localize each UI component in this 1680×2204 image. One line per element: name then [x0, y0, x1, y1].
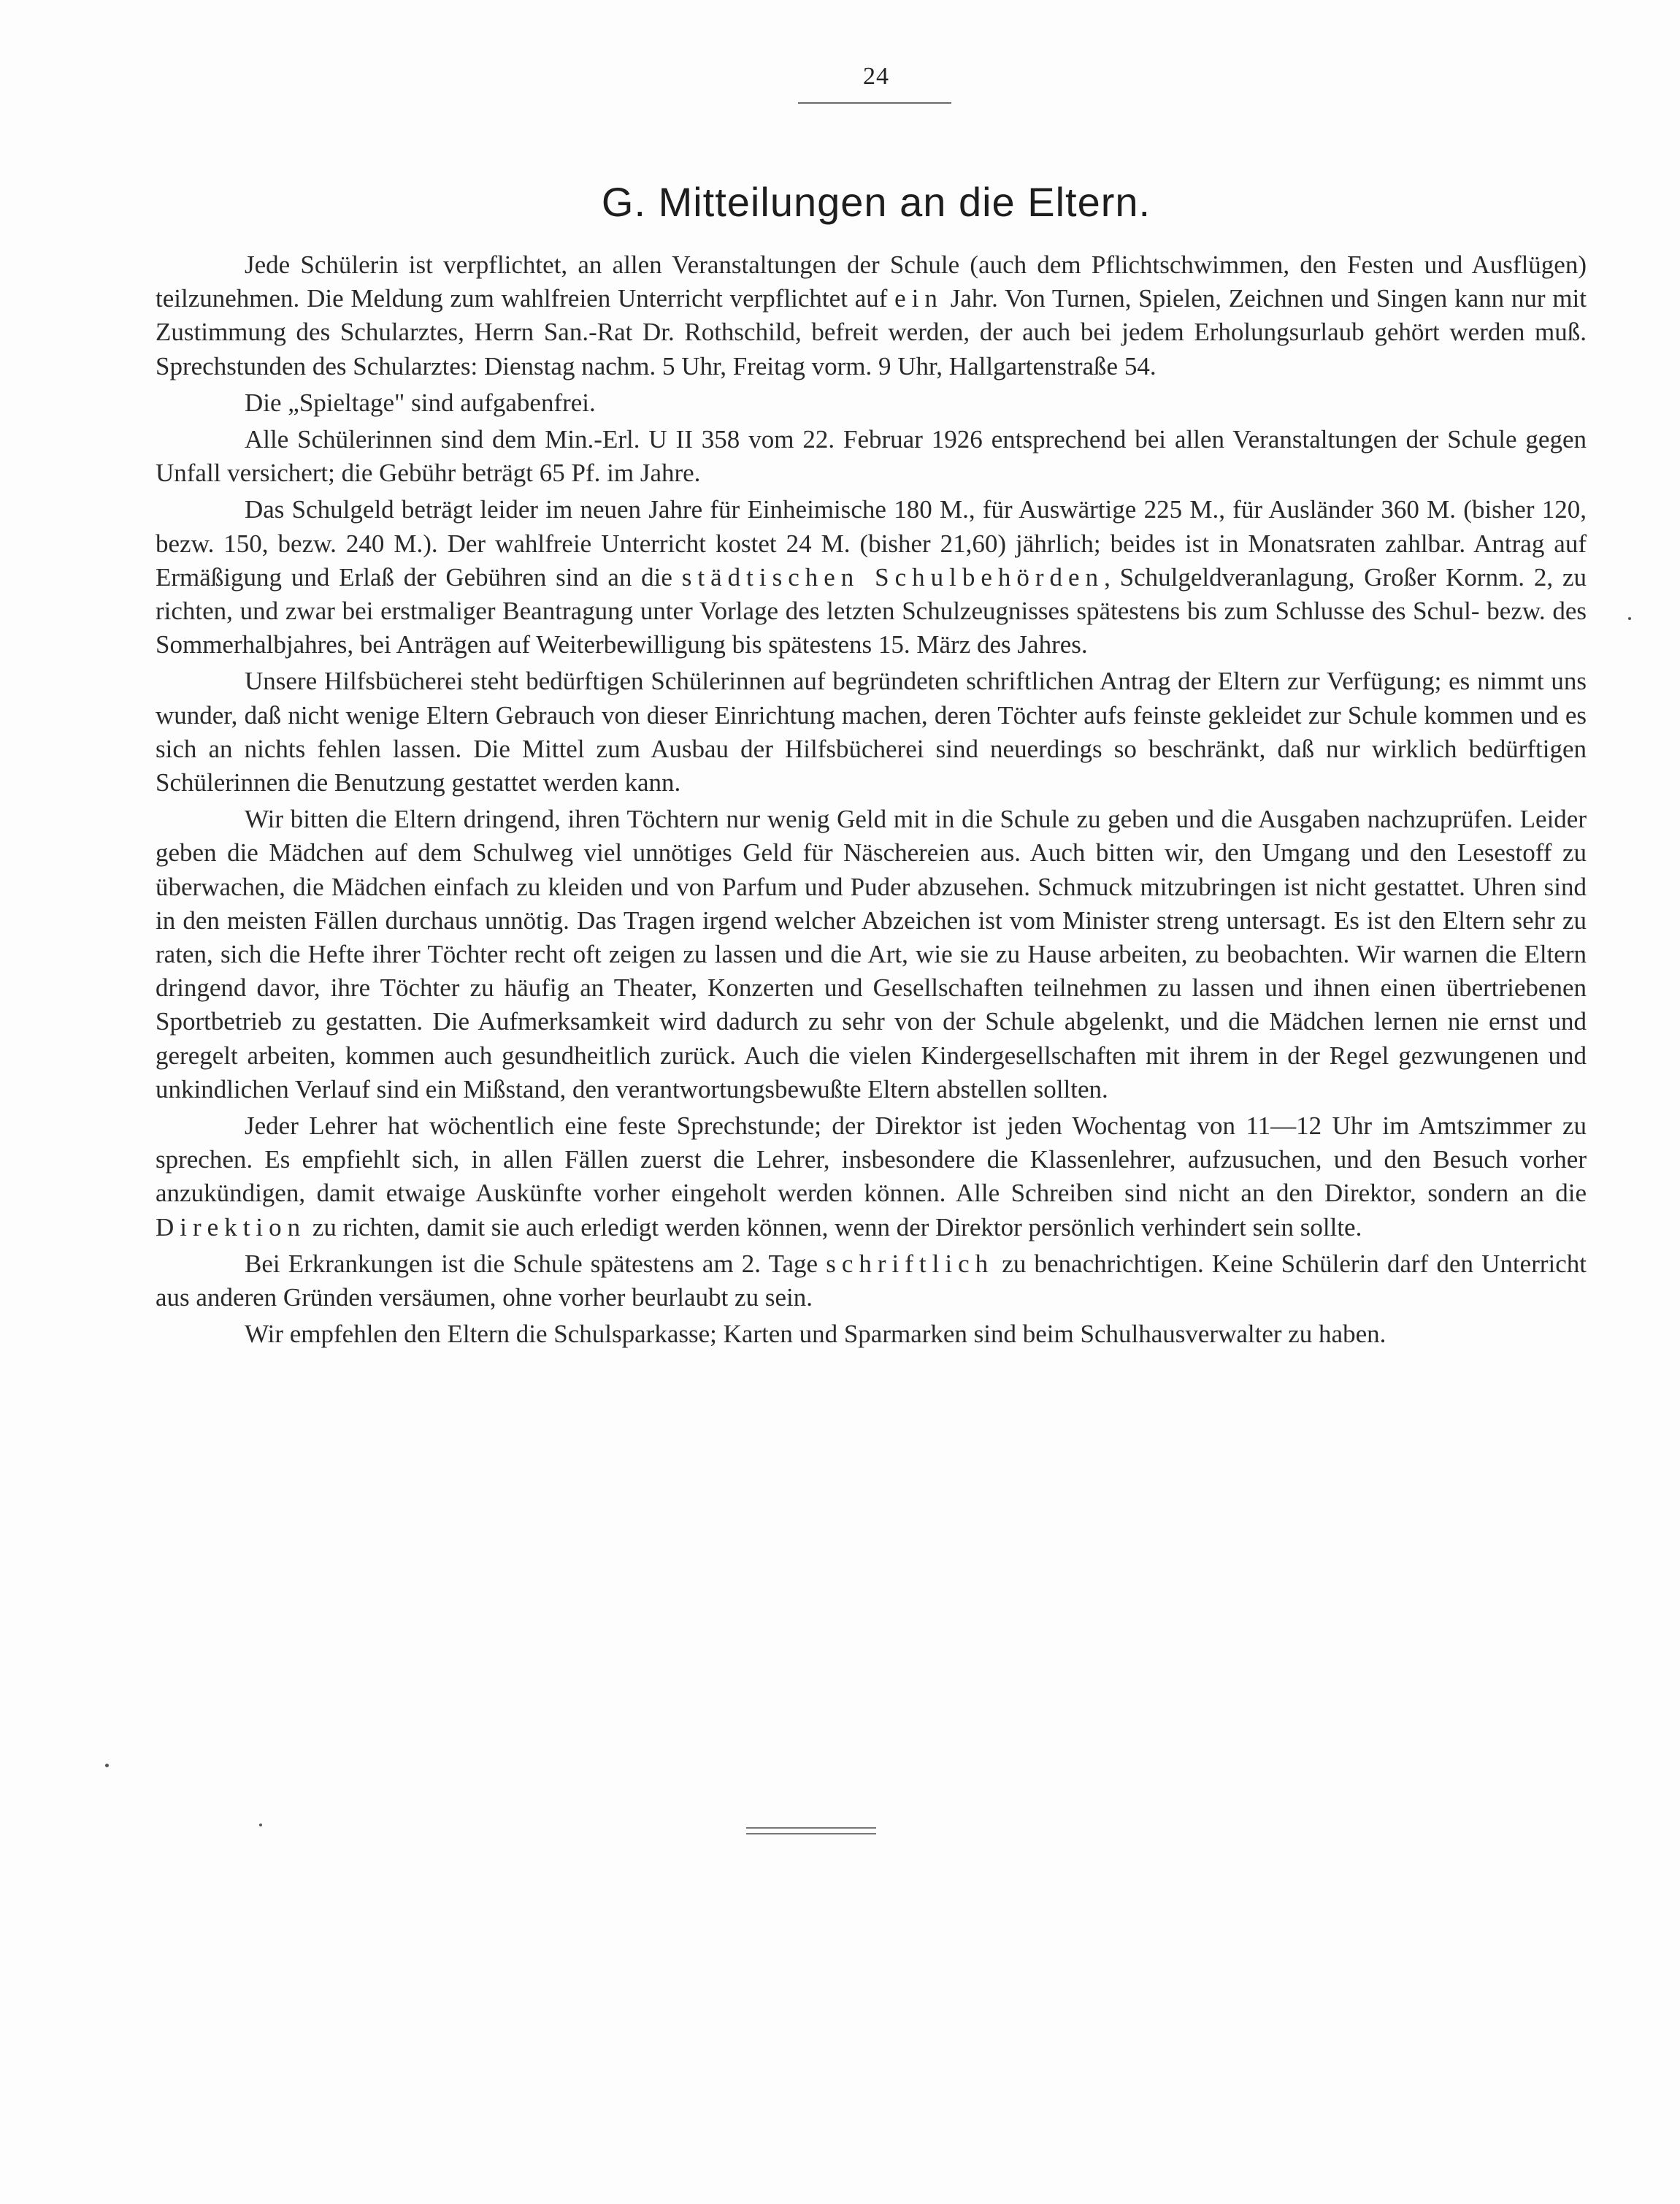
text-run: Die „Spieltage" sind aufgabenfrei.: [245, 388, 596, 417]
paragraph-p7: [156, 1109, 1587, 1244]
spaced-emphasis: ein: [894, 284, 943, 313]
paragraph-p5: [156, 665, 1587, 800]
page-number: 24: [863, 63, 889, 90]
paragraph-p8: [156, 1247, 1587, 1315]
spaced-emphasis: Direktion: [156, 1212, 307, 1241]
paragraph-p3: [156, 423, 1587, 490]
end-rule-lower: [746, 1833, 876, 1834]
paragraph-p6: [156, 803, 1587, 1106]
paragraph-p1: [156, 248, 1587, 383]
text-run: Bei Erkrankungen ist die Schule spätestens am 2. Tage: [245, 1249, 826, 1278]
paragraph-p9: [156, 1317, 1587, 1351]
paragraph-p2: [156, 386, 1587, 420]
text-run: Jahr. Von Turnen, Spielen, Zeichnen und Singen kann nur mit Zustimmung des Schularztes, Herrn San.-Rat Dr. Rothschild, befreit werden, der auch bei jedem Erholungsurlaub gehört werden muß. Sprechstunden des Schularztes: Dienstag nachm. 5 Uhr, Freitag vorm. 9 Uhr, Hallgartenstraße 54.: [156, 284, 1587, 380]
spaced-emphasis: städtischen Schulbehörden: [681, 562, 1105, 592]
body-text: [156, 248, 1587, 1355]
text-run: zu richten, damit sie auch erledigt werden können, wenn der Direktor persönlich verhindert sein sollte.: [306, 1212, 1362, 1241]
print-speck: [259, 1824, 262, 1826]
text-run: Wir empfehlen den Eltern die Schulsparkasse; Karten und Sparmarken sind beim Schulhausverwalter zu haben.: [245, 1320, 1386, 1349]
header-rule: [798, 102, 951, 104]
text-run: Das Schulgeld beträgt leider im neuen Jahre für Einheimische 180 M., für Auswärtige 225 M., für Ausländer 360 M. (bisher 120, bezw. 150, bezw. 240 M.). Der wahlfreie Unterricht kostet 24 M. (bisher 21,60) jährlich; beides ist in Monatsraten zahlbar. Antrag auf Ermäßigung und Erlaß der Gebühren sind an die: [156, 495, 1587, 592]
text-run: Jede Schülerin ist verpflichtet, an allen Veranstaltungen der Schule (auch dem Pflichtschwimmen, den Festen und Ausflügen) teilzunehmen. Die Meldung zum wahlfreien Unterricht verpflichtet auf: [156, 250, 1587, 313]
text-run: Wir bitten die Eltern dringend, ihren Töchtern nur wenig Geld mit in die Schule zu geben und die Ausgaben nachzuprüfen. Leider geben die Mädchen auf dem Schulweg viel unnötiges Geld für Näschereien aus. Auch bitten wir, den Umgang und den Lesestoff zu überwachen, die Mädchen einfach zu kleiden und von Parfum und Puder abzusehen. Schmuck mitzubringen ist nicht gestattet. Uhren sind in den meisten Fällen durchaus unnötig. Das Tragen irgend welcher Abzeichen ist vom Minister streng untersagt. Es ist den Eltern sehr zu raten, sich die Hefte ihrer Töchter recht oft zeigen zu lassen und die Art, wie sie zu Hause arbeiten, zu beobachten. Wir warnen die Eltern dringend davor, ihre Töchter zu häufig an Theater, Konzerten und Gesellschaften teilnehmen zu lassen und ihnen einen übertriebenen Sportbetrieb zu gestatten. Die Aufmerksamkeit wird dadurch zu sehr von der Schule abgelenkt, und die Mädchen lernen nie ernst und geregelt arbeiten, kommen auch gesundheitlich zurück. Auch die vielen Kindergesellschaften mit ihrem in der Regel gezwungenen und unkindlichen Verlauf sind ein Mißstand, den verantwortungsbewußte Eltern abstellen sollten.: [156, 805, 1587, 1103]
section-heading: G. Mitteilungen an die Eltern.: [601, 179, 1151, 225]
text-run: Alle Schülerinnen sind dem Min.-Erl. U II 358 vom 22. Februar 1926 entsprechend bei allen Veranstaltungen der Schule gegen Unfall versichert; die Gebühr beträgt 65 Pf. im Jahre.: [156, 425, 1587, 488]
end-rule-upper: [746, 1827, 876, 1829]
text-run: Unsere Hilfsbücherei steht bedürftigen Schülerinnen auf begründeten schriftlichen Antrag der Eltern zur Verfügung; es nimmt uns wunder, daß nicht wenige Eltern Gebrauch von dieser Einrichtung machen, deren Töchter aufs feinste gekleidet zur Schule kommen und es sich an nichts fehlen lassen. Die Mittel zum Ausbau der Hilfsbücherei sind neuerdings so beschränkt, daß nur wirklich bedürftigen Schülerinnen die Benutzung gestattet werden kann.: [156, 667, 1587, 797]
spaced-emphasis: schriftlich: [826, 1249, 994, 1278]
text-run: zu benachrichtigen. Keine Schülerin darf den Unterricht aus anderen Gründen versäumen, ohne vorher beurlaubt zu sein.: [156, 1249, 1587, 1312]
print-speck: [105, 1764, 109, 1767]
paragraph-p4: [156, 493, 1587, 662]
print-speck: [1628, 617, 1631, 620]
text-run: , Schulgeldveranlagung, Großer Kornm. 2, zu richten, und zwar bei erstmaliger Beantragung unter Vorlage des letzten Schulzeugnisses spätestens bis zum Schlusse des Schul- bezw. des Sommerhalbjahres, bei Anträgen auf Weiterbewilligung bis spätestens 15. März des Jahres.: [156, 562, 1587, 659]
text-run: Jeder Lehrer hat wöchentlich eine feste Sprechstunde; der Direktor ist jeden Wochentag von 11—12 Uhr im Amtszimmer zu sprechen. Es empfiehlt sich, in allen Fällen zuerst die Lehrer, insbesondere die Klassenlehrer, aufzusuchen, und den Besuch vorher anzukündigen, damit etwaige Auskünfte vorher eingeholt werden können. Alle Schreiben sind nicht an den Direktor, sondern an die: [156, 1111, 1587, 1208]
